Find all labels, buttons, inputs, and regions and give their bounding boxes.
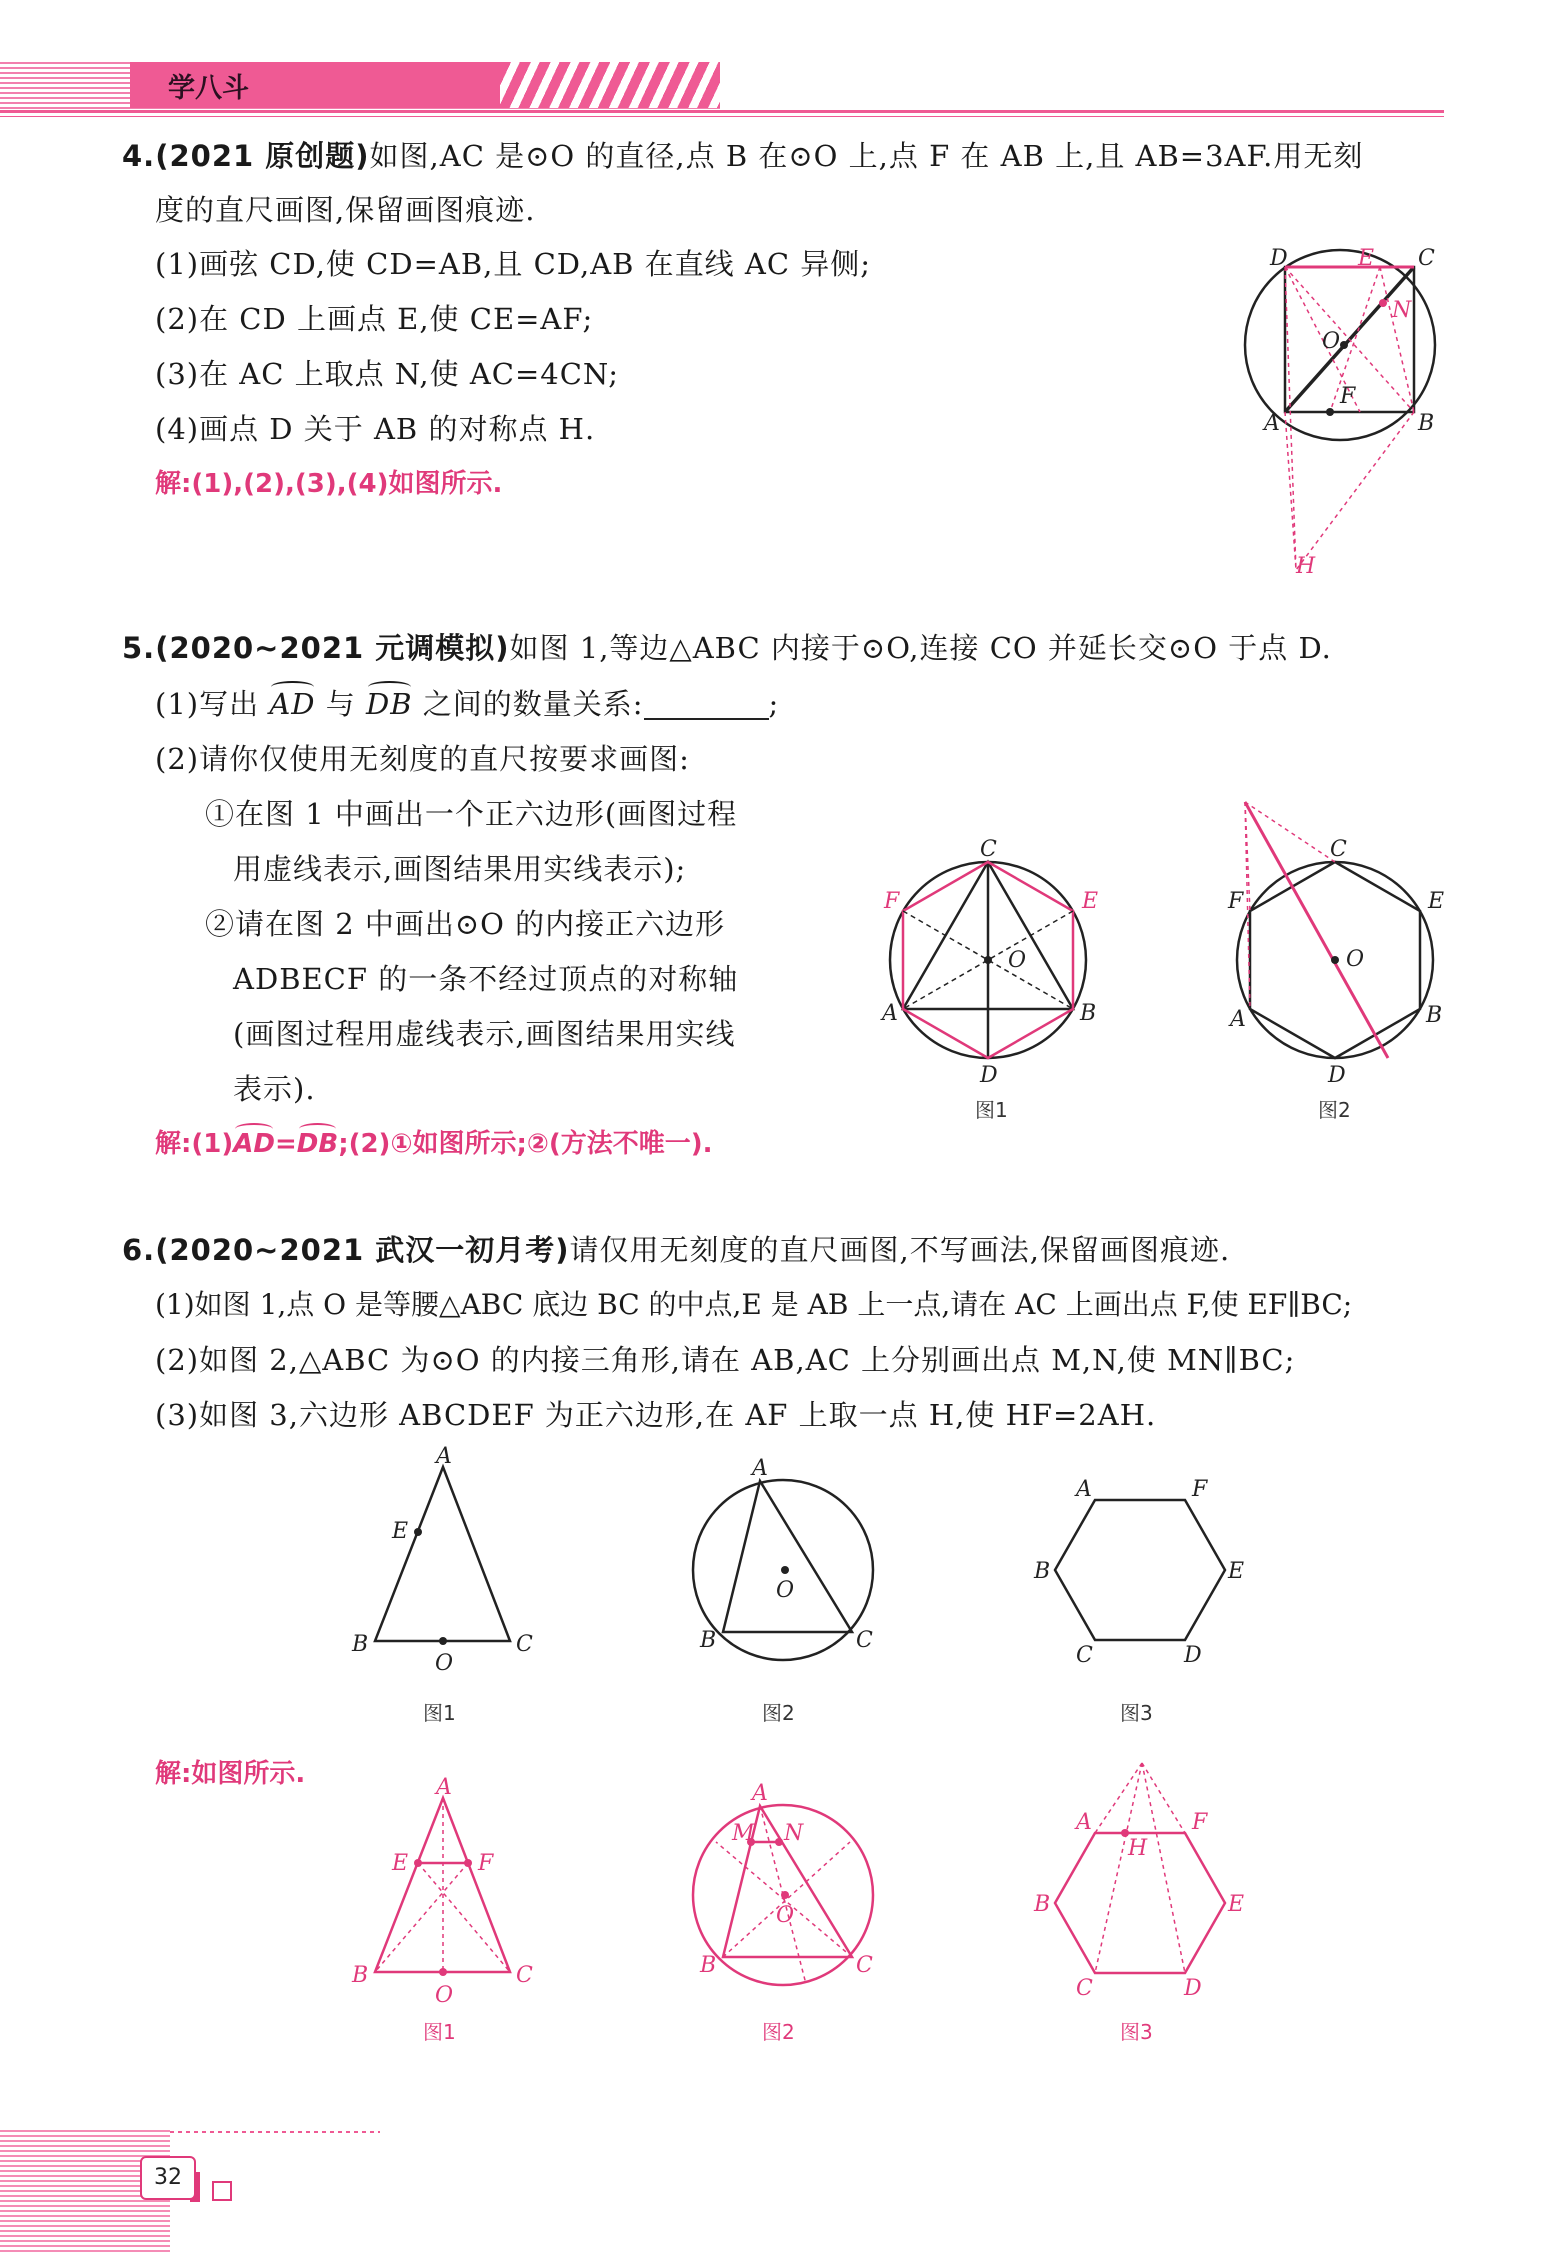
q4-answer: 解:(1),(2),(3),(4)如图所示. xyxy=(155,469,503,499)
q4-item-4: (4)画点 D 关于 AB 的对称点 H. xyxy=(155,412,596,446)
q6f3-hexagon xyxy=(1055,1500,1225,1640)
q4-item-3: (3)在 AC 上取点 N,使 AC=4CN; xyxy=(155,357,620,391)
q6a2-center xyxy=(781,1891,789,1899)
q4-aux-3 xyxy=(1380,267,1414,412)
q5f1-label-c: C xyxy=(980,837,997,862)
q5-part1-pre: (1)写出 xyxy=(155,687,270,721)
q5-stem-line xyxy=(122,628,1332,668)
q6f1-label-a: A xyxy=(436,1445,452,1469)
q4-label-o: O xyxy=(1322,329,1341,354)
q4-label-a: A xyxy=(1264,411,1280,436)
q5f1-label-a: A xyxy=(882,1001,898,1026)
q5-stem: 如图 1,等边△ABC 内接于⊙O,连接 CO 并延长交⊙O 于点 D. xyxy=(509,631,1332,665)
q5-number: 5. xyxy=(122,631,156,665)
q6-item-3: (3)如图 3,六边形 ABCDEF 为正六边形,在 AF 上取一点 H,使 HF=2AH. xyxy=(155,1398,1157,1432)
q6-item-1: (1)如图 1,点 O 是等腰△ABC 底边 BC 的中点,E 是 AB 上一点,请在 AC 上画出点 F,使 EF∥BC; xyxy=(155,1288,1353,1321)
q6-answer-caption-1: 图1 xyxy=(423,2020,456,2044)
q6f1-point-o xyxy=(439,1637,447,1645)
q5f1-label-f: F xyxy=(884,889,900,914)
q4-label-h: H xyxy=(1296,554,1316,579)
q6f3-label-b: B xyxy=(1034,1559,1051,1584)
q6a1-point-f xyxy=(464,1859,472,1867)
q6a3-label-d: D xyxy=(1184,1976,1202,2001)
q5-answer-arc-ad: AD xyxy=(233,1126,275,1162)
q5f2-aux-3 xyxy=(1245,802,1250,1009)
q5-part1-end: ; xyxy=(768,687,780,721)
q6a1-label-o: O xyxy=(435,1983,454,2008)
q5-sub1-a: ①在图 1 中画出一个正六边形(画图过程 xyxy=(205,797,738,831)
q5f2-label-d: D xyxy=(1328,1063,1346,1088)
q5f2-label-e: E xyxy=(1428,889,1445,914)
q4-item-1: (1)画弦 CD,使 CD=AB,且 CD,AB 在直线 AC 异侧; xyxy=(155,247,872,281)
q4-label-b: B xyxy=(1418,411,1435,436)
q6-question-caption-2: 图2 xyxy=(762,1701,795,1725)
q5-sub2-b: ADBECF 的一条不经过顶点的对称轴 xyxy=(233,962,739,996)
q6f2-label-c: C xyxy=(856,1628,873,1653)
q6f1-label-e: E xyxy=(392,1519,409,1544)
q6f2-label-b: B xyxy=(700,1628,717,1653)
q6f2-label-a: A xyxy=(752,1456,768,1481)
q4-source: (2021 原创题) xyxy=(155,139,370,173)
q6-number: 6. xyxy=(122,1233,156,1267)
q6a3-label-a: A xyxy=(1076,1810,1092,1835)
q6f1-triangle xyxy=(375,1467,510,1641)
q4-label-f: F xyxy=(1340,384,1356,409)
q6-question-figure-1 xyxy=(340,1445,550,1680)
q6a1-label-c: C xyxy=(516,1963,533,1988)
q4-point-o xyxy=(1340,341,1348,349)
q6a3-aux-1 xyxy=(1095,1763,1142,1973)
q5-figure-1 xyxy=(870,830,1110,1090)
q6a3-label-h: H xyxy=(1128,1836,1148,1861)
q5-sub2-a: ②请在图 2 中画出⊙O 的内接正六边形 xyxy=(205,907,726,941)
header-rule xyxy=(0,110,1444,113)
q6f2-triangle xyxy=(723,1481,852,1632)
q6f3-label-c: C xyxy=(1076,1643,1093,1668)
q5f2-label-a: A xyxy=(1230,1007,1246,1032)
q6f1-label-o: O xyxy=(435,1651,454,1676)
q6a3-label-f: F xyxy=(1192,1810,1208,1835)
q5-answer-blank[interactable] xyxy=(644,690,769,720)
q6-question-figure-3 xyxy=(1020,1460,1260,1680)
q5-source: (2020~2021 元调模拟) xyxy=(155,631,510,665)
q5f2-label-f: F xyxy=(1228,889,1244,914)
q6f3-label-f: F xyxy=(1192,1477,1208,1502)
q6a2-label-a: A xyxy=(752,1781,768,1806)
q6a1-aux-fb xyxy=(375,1863,468,1972)
q5-part1-mid: 与 xyxy=(315,687,366,721)
page-marker-box xyxy=(212,2181,232,2201)
q4-stem-line2: 度的直尺画图,保留画图痕迹. xyxy=(155,193,536,227)
q6-answer-caption-3: 图3 xyxy=(1120,2020,1153,2044)
q6a1-point-o xyxy=(439,1968,447,1976)
header-title: 学八斗 xyxy=(168,73,249,104)
q6f2-center xyxy=(781,1566,789,1574)
q6a1-label-e: E xyxy=(392,1851,409,1876)
q5-part2: (2)请你仅使用无刻度的直尺按要求画图: xyxy=(155,742,690,776)
q5-answer-post: ;(2)①如图所示;②(方法不唯一). xyxy=(338,1129,713,1159)
q5f1-label-e: E xyxy=(1082,889,1099,914)
q6a1-label-a: A xyxy=(436,1775,452,1800)
q5-fig2-caption: 图2 xyxy=(1318,1098,1351,1122)
q6f3-label-d: D xyxy=(1184,1643,1202,1668)
q6-source: (2020~2021 武汉一初月考) xyxy=(155,1233,570,1267)
q5f1-center xyxy=(984,956,992,964)
q6a1-label-b: B xyxy=(352,1963,369,1988)
q6-answer: 解:如图所示. xyxy=(155,1759,306,1789)
q5-answer xyxy=(155,1126,713,1162)
q5-arc-ad: AD xyxy=(269,684,315,724)
q5-sub2-d: 表示). xyxy=(233,1072,316,1106)
q6f3-label-a: A xyxy=(1076,1477,1092,1502)
q5-part1-post: 之间的数量关系: xyxy=(412,687,644,721)
q4-label-n: N xyxy=(1392,298,1412,323)
q6a1-point-e xyxy=(414,1859,422,1867)
q5f2-center xyxy=(1331,956,1339,964)
q5f1-label-b: B xyxy=(1080,1001,1097,1026)
q6a2-point-n xyxy=(775,1838,783,1846)
q4-stem: 如图,AC 是⊙O 的直径,点 B 在⊙O 上,点 F 在 AB 上,且 AB=3AF.用无刻 xyxy=(369,139,1364,173)
q4-stem-line1 xyxy=(122,136,1363,176)
q6a3-aux-3 xyxy=(1095,1763,1142,1833)
q6-stem-line xyxy=(122,1230,1230,1270)
q5f2-label-b: B xyxy=(1426,1003,1443,1028)
q6a3-aux-2 xyxy=(1142,1763,1185,1973)
q6a2-label-c: C xyxy=(856,1953,873,1978)
q5-fig1-caption: 图1 xyxy=(975,1098,1008,1122)
q6a1-aux-ec xyxy=(418,1863,510,1972)
q4-figure xyxy=(1240,240,1450,590)
q5-answer-eq: = xyxy=(274,1129,297,1159)
q5f1-label-o: O xyxy=(1008,948,1027,973)
q5f2-label-c: C xyxy=(1330,837,1347,862)
q6a2-label-n: N xyxy=(784,1821,804,1846)
q4-aux-dh xyxy=(1285,267,1296,570)
q6a2-label-b: B xyxy=(700,1953,717,1978)
q6a3-label-c: C xyxy=(1076,1976,1093,2001)
q4-point-f xyxy=(1326,408,1334,416)
q6f1-label-c: C xyxy=(516,1632,533,1657)
q5f2-aux-1 xyxy=(1245,802,1335,862)
q6-answer-caption-2: 图2 xyxy=(762,2020,795,2044)
header-stripes xyxy=(500,62,720,108)
page-number: 32 xyxy=(140,2156,196,2200)
q6-question-caption-1: 图1 xyxy=(423,1701,456,1725)
q6-answer-figure-1 xyxy=(340,1770,550,2015)
q5-arc-db: DB xyxy=(366,684,413,724)
q5-sub2-c: (画图过程用虚线表示,画图结果用实线 xyxy=(233,1017,736,1051)
q6f1-label-b: B xyxy=(352,1632,369,1657)
q6-item-2: (2)如图 2,△ABC 为⊙O 的内接三角形,请在 AB,AC 上分别画出点 M,N,使 MN∥BC; xyxy=(155,1343,1296,1377)
q6-question-caption-3: 图3 xyxy=(1120,1701,1153,1725)
q6-stem: 请仅用无刻度的直尺画图,不写画法,保留画图痕迹. xyxy=(569,1233,1231,1267)
q6a3-label-e: E xyxy=(1228,1892,1245,1917)
q6-question-figure-2 xyxy=(680,1455,900,1675)
q4-label-c: C xyxy=(1418,246,1435,271)
q6f1-point-e xyxy=(414,1528,422,1536)
q6a2-label-o: O xyxy=(776,1903,795,1928)
q4-number: 4. xyxy=(122,139,156,173)
q5-figure-2 xyxy=(1210,790,1470,1090)
q6f3-label-e: E xyxy=(1228,1559,1245,1584)
q5f1-label-d: D xyxy=(980,1063,998,1088)
q4-label-d: D xyxy=(1270,246,1288,271)
q4-point-n xyxy=(1379,299,1387,307)
q6-answer-figure-3 xyxy=(1020,1755,1260,2005)
q6a3-label-b: B xyxy=(1034,1892,1051,1917)
q6a1-label-f: F xyxy=(478,1851,494,1876)
q5-part1 xyxy=(155,684,779,724)
q5-answer-arc-db: DB xyxy=(297,1126,338,1162)
q6f2-label-o: O xyxy=(776,1578,795,1603)
q5-sub1-b: 用虚线表示,画图结果用实线表示); xyxy=(233,852,687,886)
footer-dotted-rule xyxy=(170,2131,380,2133)
header-rule-thin xyxy=(0,116,1444,117)
q5-answer-pre: 解:(1) xyxy=(155,1129,234,1159)
q6-answer-figure-2 xyxy=(680,1780,900,2000)
q6a2-label-m: M xyxy=(732,1821,755,1846)
q5f2-label-o: O xyxy=(1346,947,1365,972)
q4-item-2: (2)在 CD 上画点 E,使 CE=AF; xyxy=(155,302,594,336)
q4-label-e: E xyxy=(1358,246,1375,271)
